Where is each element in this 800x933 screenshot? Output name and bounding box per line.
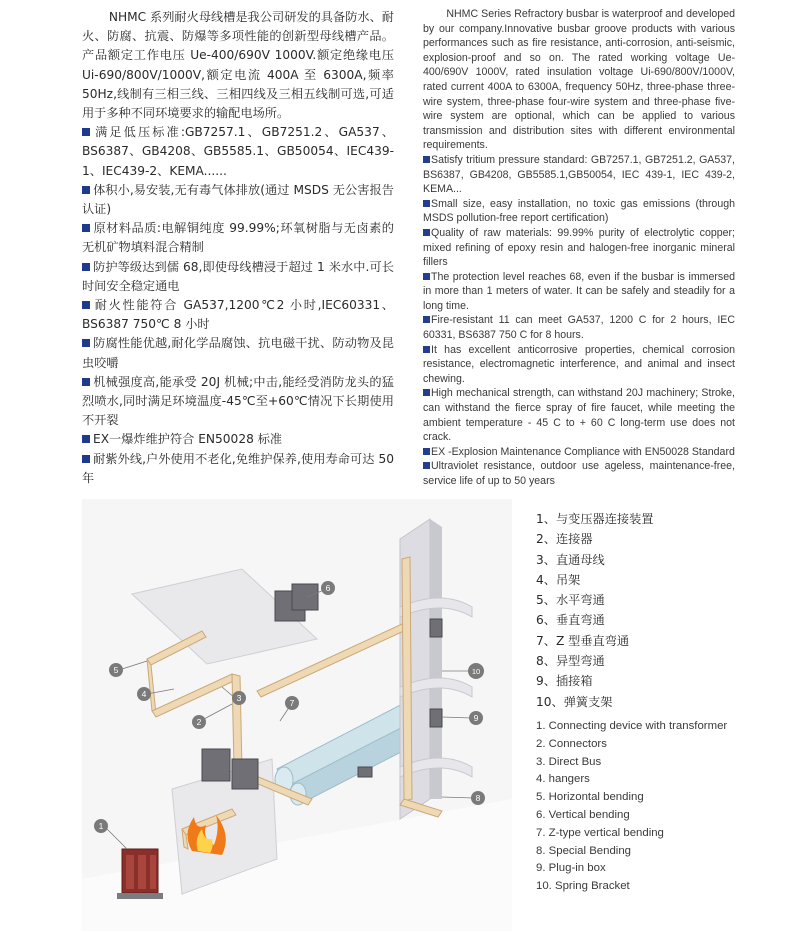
- english-description: [423, 7, 735, 489]
- bullet-square-icon: [423, 156, 430, 163]
- en-feature: Ultraviolet resistance, outdoor use ageless, maintenance-free, service life of up to 50 years: [423, 460, 735, 487]
- bullet-square-icon: [82, 378, 90, 386]
- en-feature: It has excellent anticorrosive properties, chemical corrosion resistance, electromagnetic interference, and animal and insect chewing.: [423, 343, 735, 385]
- callout-label-3: 3: [236, 693, 242, 703]
- bullet-square-icon: [423, 389, 430, 396]
- legend-zh-item: 1、与变压器连接装置: [536, 512, 654, 526]
- en-intro: NHMC Series Refractory busbar is waterproof and developed by our company.Innovative busbar groove products with various performances such as fire resistance, anti-corrosion, anti-seismic, explosion-proof and so on. The rated working voltage Ue-400/690V 1000V, rated insulation voltage Ui-690/800V/1000V, rated current 400A to 6300A, frequency 50Hz, three-phase three-wire system, three-phase four-wire system and three-phase five-wire system are optional, which can be applied to various transmission and distribution sites with different environmental requirements.: [423, 8, 735, 152]
- zh-feature: 防护等级达到儒 68,即使母线槽浸于超过 1 米水中.可长时间安全稳定通电: [82, 259, 394, 293]
- bullet-square-icon: [423, 229, 430, 236]
- legend-zh-item: 9、插接箱: [536, 674, 593, 689]
- bullet-square-icon: [82, 186, 90, 194]
- callout-label-8: 8: [475, 793, 481, 803]
- bullet-square-icon: [82, 128, 90, 136]
- legend-en-item: 6. Vertical bending: [536, 808, 630, 821]
- callout-label-7: 7: [289, 698, 295, 708]
- zh-feature: 机械强度高,能承受 20J 机械;中击,能经受消防龙头的猛烈喷水,同时满足环境温度-45℃至+60℃情况下长期使用不开裂: [82, 374, 394, 428]
- legend-en-item: 7. Z-type vertical bending: [536, 826, 664, 839]
- en-feature: High mechanical strength, can withstand 20J machinery; Stroke, can withstand the fierce spray of fire faucet, while meeting the ambient temperature - 45 C to + 60 C long-term use does not crack.: [423, 387, 735, 444]
- en-feature: Small size, easy installation, no toxic gas emissions (through MSDS pollution-free report certification): [423, 197, 735, 225]
- zh-intro: NHMC 系列耐火母线槽是我公司研发的具备防水、耐火、防腐、抗震、防爆等多项性能的创新型母线槽产品。产品额定工作电压 Ue-400/690V 1000V.额定绝缘电压 Ui-690/800V/1000V,额定电流 400A 至 6300A,频率 50Hz,线制有三相三线、三相四线及三相五线制可选,可适用于多种不同环境要求的输配电场所。: [82, 10, 394, 121]
- zh-feature: 满足低压标准:GB7257.1、GB7251.2、GA537、BS6387、GB4208、GB5585.1、GB50054、IEC439-1、IEC439-2、KEMA......: [82, 125, 394, 178]
- legend-zh-item: 8、异型弯通: [536, 654, 605, 669]
- zh-feature: 原材料品质:电解铜纯度 99.99%;环氧树脂与无卤素的无机矿物填料混合精制: [82, 221, 394, 255]
- legend-zh-item: 4、吊架: [536, 572, 581, 587]
- legend-en-item: 9. Plug-in box: [536, 862, 606, 875]
- bullet-square-icon: [423, 346, 430, 353]
- busbar-installation-diagram: [82, 499, 512, 931]
- callout-label-6: 6: [325, 583, 331, 593]
- zh-feature: 耐火性能符合 GA537,1200℃2 小时,IEC60331、BS6387 750℃ 8 小时: [82, 298, 394, 332]
- en-feature: The protection level reaches 68, even if the busbar is immersed in more than 1 meters of water. It can be safely and steadily for a long time.: [423, 270, 735, 312]
- bullet-square-icon: [82, 455, 90, 463]
- legend-en-item: 10. Spring Bracket: [536, 880, 630, 893]
- zh-feature: 防腐性能优越,耐化学品腐蚀、抗电磁干扰、防动物及昆虫咬嚼: [82, 336, 394, 370]
- bullet-square-icon: [82, 339, 90, 347]
- callout-label-4: 4: [141, 689, 147, 699]
- callout-label-9: 9: [473, 713, 479, 723]
- legend-en-item: 5. Horizontal bending: [536, 791, 644, 804]
- legend-zh-item: 2、连接器: [536, 532, 593, 547]
- bullet-square-icon: [423, 200, 430, 207]
- callout-label-2: 2: [196, 717, 202, 727]
- callout-label-10: 10: [471, 667, 481, 676]
- chinese-description: [82, 8, 394, 488]
- legend-en-item: 2. Connectors: [536, 737, 607, 750]
- legend-chinese: [536, 509, 653, 712]
- en-feature: Quality of raw materials: 99.99% purity of electrolytic copper; mixed refining of epoxy resin and halogen-free inorganic mineral fillers: [423, 226, 735, 269]
- legend-zh-item: 5、水平弯通: [536, 593, 605, 608]
- zh-feature: 耐紫外线,户外使用不老化,免维护保养,使用寿命可达 50 年: [82, 451, 394, 485]
- zh-feature: 体积小,易安装,无有毒气体排放(通过 MSDS 无公害报告认证): [82, 182, 394, 217]
- bullet-square-icon: [423, 273, 430, 280]
- callout-label-5: 5: [113, 665, 119, 675]
- legend-en-item: 8. Special Bending: [536, 844, 631, 857]
- legend-zh-item: 3、直通母线: [536, 552, 605, 567]
- bullet-square-icon: [82, 435, 90, 443]
- bullet-square-icon: [423, 462, 430, 469]
- zh-feature: EX一爆炸维护符合 EN50028 标准: [82, 430, 394, 449]
- legend-en-item: 4. hangers: [536, 773, 590, 786]
- legend-zh-item: 10、弹簧支架: [536, 694, 613, 709]
- bullet-square-icon: [82, 301, 90, 309]
- legend-en-item: 1. Connecting device with transformer: [536, 720, 728, 732]
- en-feature: Fire-resistant 11 can meet GA537, 1200 C for 2 hours, IEC 60331, BS6387 750 C for 8 hours.: [423, 314, 735, 342]
- bullet-square-icon: [423, 316, 430, 323]
- bullet-square-icon: [82, 224, 90, 232]
- en-feature: Satisfy tritium pressure standard: GB7257.1, GB7251.2, GA537, BS6387, GB4208, GB5585.1,GB50054, IEC 439-1, IEC 439-2, KEMA...: [423, 153, 735, 196]
- legend-english: [536, 718, 736, 896]
- callout-label-1: 1: [98, 821, 104, 831]
- bullet-square-icon: [423, 448, 430, 455]
- en-feature: EX -Explosion Maintenance Compliance with EN50028 Standard: [423, 445, 735, 460]
- legend-en-item: 3. Direct Bus: [536, 755, 602, 768]
- transformer-icon: [117, 849, 163, 899]
- bullet-square-icon: [82, 263, 90, 271]
- legend-zh-item: 7、Z 型垂直弯通: [536, 633, 630, 648]
- legend-zh-item: 6、垂直弯通: [536, 613, 605, 628]
